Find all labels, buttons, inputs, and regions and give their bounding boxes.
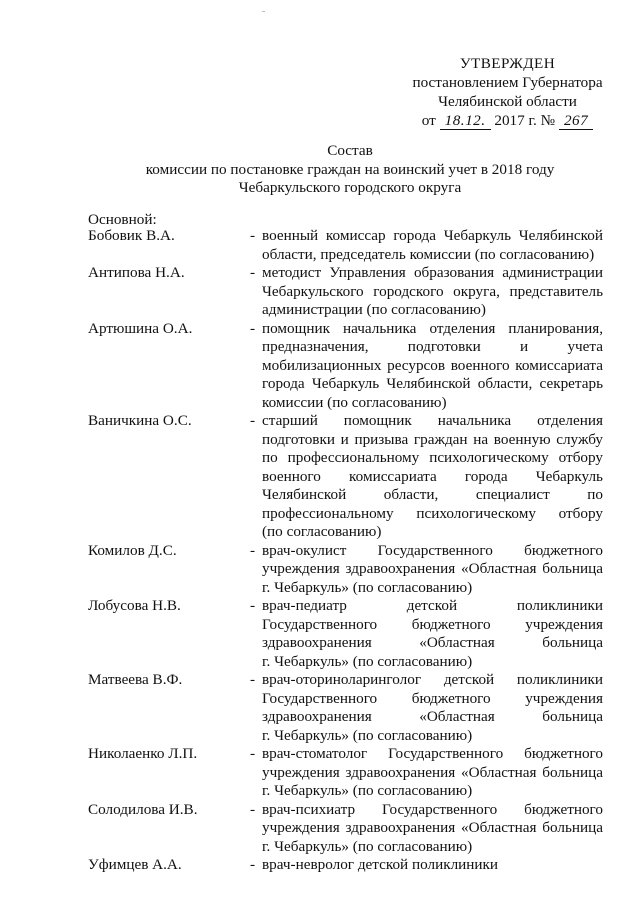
role-line: г. Чебаркуль» (по согласованию) (262, 782, 473, 799)
dash-separator: - (250, 800, 256, 818)
role-line: врач-психиатр Государственного бюджетного (262, 800, 603, 818)
role-line: врач-педиатр детской поликлиники (262, 597, 603, 614)
date-year: 2017 г. № (494, 112, 556, 129)
member-row (88, 671, 603, 745)
role-line: врач-стоматолог Государственного бюджетного (262, 745, 603, 762)
dash-separator: - (250, 541, 256, 559)
role-line: Государственного бюджетного учреждения (262, 615, 603, 633)
document-heading (100, 142, 600, 198)
member-name: Ваничкина О.С. (88, 412, 192, 429)
decree-number: 267 (559, 113, 593, 130)
role-line: врач-оториноларинголог детской поликлиники (262, 671, 603, 688)
dash-separator: - (250, 319, 256, 337)
approval-stamp (400, 54, 615, 130)
member-name: Бобовик В.А. (88, 227, 175, 244)
role-line: города Чебаркуль Челябинской области, секретарь (262, 375, 603, 392)
heading-line-2: комиссии по постановке граждан на воинский учет в 2018 году (145, 160, 555, 178)
role-line: профессиональному психологическому отбору (262, 504, 603, 522)
role-line: военного комиссариата города Чебаркуль (262, 467, 603, 485)
section-label: Основной: (88, 211, 157, 228)
role-line: учреждения здравоохранения «Областная больница (262, 819, 603, 836)
role-line: (по согласованию) (262, 523, 382, 540)
member-name: Лобусова Н.В. (88, 597, 181, 614)
role-line: Чебаркульского городского округа, представитель (262, 282, 603, 300)
member-role (262, 542, 603, 598)
member-name: Артюшина О.А. (88, 319, 193, 337)
role-line: мобилизационных ресурсов военного комиссариата (262, 356, 603, 374)
member-name: Матвеева В.Ф. (88, 671, 183, 688)
role-line: здравоохранения «Областная больница (262, 708, 603, 725)
role-line: военный комиссар города Чебаркуль Челябинской (262, 227, 603, 244)
member-name: Комилов Д.С. (88, 541, 177, 559)
role-line: комиссии (по согласованию) (262, 393, 447, 411)
member-role (262, 264, 603, 320)
member-row (88, 320, 603, 413)
dash-separator: - (250, 745, 256, 762)
dash-separator: - (250, 264, 256, 281)
role-line: г. Чебаркуль» (по согласованию) (262, 652, 473, 670)
members-table (88, 227, 603, 875)
role-line: г. Чебаркуль» (по согласованию) (262, 837, 473, 855)
role-line: методист Управления образования администрации (262, 264, 603, 281)
role-line: старший помощник начальника отделения (262, 412, 603, 429)
role-line: учреждения здравоохранения «Областная больница (262, 763, 603, 781)
member-name: Николаенко Л.П. (88, 745, 198, 762)
heading-line-1: Состав (327, 142, 373, 159)
role-line: области, председатель комиссии (по согласованию) (262, 245, 595, 263)
role-line: врач-окулист Государственного бюджетного (262, 541, 603, 559)
scan-speck (262, 11, 265, 12)
member-name: Антипова Н.А. (88, 264, 185, 281)
role-line: Челябинской области, специалист по (262, 486, 603, 503)
member-role (262, 412, 603, 542)
member-row (88, 542, 603, 598)
member-row (88, 801, 603, 857)
member-role (262, 320, 603, 413)
member-role (262, 227, 603, 264)
decree-date: 18.12. (440, 113, 491, 130)
dash-separator: - (250, 597, 256, 614)
member-row (88, 597, 603, 671)
role-line: предназначения, подготовки и учета (262, 338, 603, 355)
member-role (262, 856, 603, 875)
member-role (262, 745, 603, 801)
member-name: Уфимцев А.А. (88, 856, 182, 873)
heading-line-3: Чебаркульского городского округа (238, 179, 462, 196)
role-line: по профессиональному психологическому отбору (262, 449, 603, 466)
role-line: здравоохранения «Областная больница (262, 634, 603, 651)
member-row (88, 856, 603, 875)
dash-separator: - (250, 412, 256, 429)
role-line: г. Чебаркуль» (по согласованию) (262, 578, 473, 596)
role-line: врач-невролог детской поликлиники (262, 856, 499, 873)
role-line: учреждения здравоохранения «Областная больница (262, 560, 603, 577)
dash-separator: - (250, 856, 256, 873)
role-line: администрации (по согласованию) (262, 301, 486, 318)
role-line: подготовки и призыва граждан на военную службу (262, 430, 603, 448)
dash-separator: - (250, 227, 256, 244)
approval-line-1: постановлением Губернатора (412, 74, 603, 91)
member-name: Солодилова И.В. (88, 800, 198, 818)
role-line: г. Чебаркуль» (по согласованию) (262, 726, 473, 744)
role-line: Государственного бюджетного учреждения (262, 689, 603, 707)
member-role (262, 597, 603, 671)
member-row (88, 745, 603, 801)
approval-date-line (400, 111, 615, 130)
member-row (88, 412, 603, 542)
approval-line-2: Челябинской области (438, 93, 577, 110)
role-line: помощник начальника отделения планирования, (262, 319, 603, 337)
date-prefix: от (421, 112, 436, 129)
member-role (262, 671, 603, 745)
member-row (88, 264, 603, 320)
member-role (262, 801, 603, 857)
member-row (88, 227, 603, 264)
dash-separator: - (250, 671, 256, 688)
approval-title: УТВЕРЖДЕН (459, 55, 556, 72)
